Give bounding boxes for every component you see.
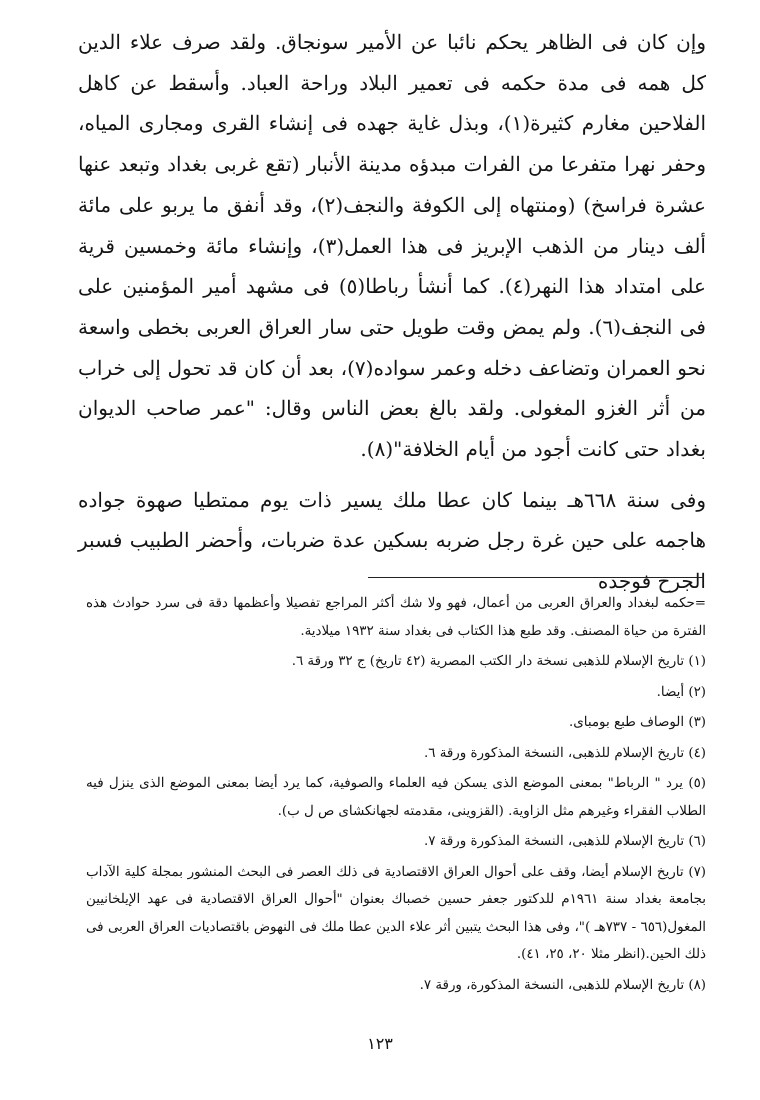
footnote-4: (٤) تاريخ الإسلام للذهبى، النسخة المذكورة ورقة ٦.: [423, 745, 706, 761]
footnote-7: (٧) تاريخ الإسلام أيضا، وقف على أحوال العراق الاقتصادية فى ذلك العصر فى البحث المنشور بمجلة كلية الآداب بجامعة بغداد سنة ١٩٦١م للدكتور جعفر حسين خصباك بعنوان "أحوال العراق الاقتصادية فى عهد الإيلخانيين المغول(٦٥٦ - ٧٣٧هـ )"، وفى هذا البحث يتبين أثر علاء الدين عطا ملك فى النهوض باقتصاديات العراق العربى فى ذلك الحين.(انظر مثلا ٢٠، ٢٥، ٤١).: [86, 864, 706, 962]
footnote-8: (٨) تاريخ الإسلام للذهبى، النسخة المذكورة، ورقة ٧.: [419, 977, 706, 993]
footnote-3: (٣) الوصاف طبع بومباى.: [569, 715, 706, 730]
footnote-6: (٦) تاريخ الإسلام للذهبى، النسخة المذكورة ورقة ٧.: [423, 834, 706, 849]
footnotes: [86, 590, 706, 999]
footnote-1: (١) تاريخ الإسلام للذهبى نسخة دار الكتب المصرية (٤٢ تاريخ) ج ٣٢ ورقة ٦.: [291, 654, 706, 669]
paragraph-1: وإن كان فى الظاهر يحكم نائبا عن الأمير سونجاق. ولقد صرف علاء الدين كل همه فى مدة حكمه فى تعمير البلاد وراحة العباد. وأسقط عن كاهل الفلاحين مغارم كثيرة(١)، وبذل غاية جهده فى إنشاء القرى ومجارى المياه، وحفر نهرا متفرعا من الفرات مبدؤه مدينة الأنبار (تقع غربى بغداد وتبعد عنها عشرة فراسخ) (ومنتهاه إلى الكوفة والنجف(٢)، وقد أنفق ما يربو على مائة ألف دينار من الذهب الإبريز فى هذا العمل(٣)، وإنشاء مائة وخمسين قرية على امتداد هذا النهر(٤). كما أنشأ رباطا(٥) فى مشهد أمير المؤمنين على فى النجف(٦). ولم يمض وقت طويل حتى سار العراق العربى بخطى واسعة نحو العمران وتضاعف دخله وعمر سواده(٧)، بعد أن كان قد تحول إلى خراب من أثر الغزو المغولى. ولقد بالغ بعض الناس وقال: "عمر صاحب الديوان بغداد حتى كانت أجود من أيام الخلافة"(٨).: [78, 30, 706, 462]
footnote-2: (٢) أيضا.: [656, 684, 706, 700]
footnote-continuation: =حكمه لبغداد والعراق العربى من أعمال، فهو ولا شك أكثر المراجع تفصيلا وأعظمها دقة فى سرد حوادث هذه الفترة من حياة المصنف. وقد طبع هذا الكتاب فى بغداد سنة ١٩٣٢ ميلادية.: [86, 596, 706, 639]
main-text: [78, 22, 706, 602]
footnote-5: (٥) يرد " الرباط" بمعنى الموضع الذى يسكن فيه العلماء والصوفية، كما يرد أيضا بمعنى الموضع الذى ينزل فيه الطلاب الفقراء وغيرهم مثل الزاوية. (القزوينى، مقدمته لجهانكشاى ص ل ب).: [86, 776, 706, 819]
paragraph-2: وفى سنة ٦٦٨هـ بينما كان عطا ملك يسير ذات يوم ممتطيا صهوة جواده هاجمه على حين غرة رجل ضربه بسكين عدة ضربات، وأحضر الطبيب فسبر الجرح فوجده: [78, 487, 707, 594]
footnote-separator: [368, 577, 704, 578]
page-number: ١٢٣: [367, 1034, 393, 1053]
